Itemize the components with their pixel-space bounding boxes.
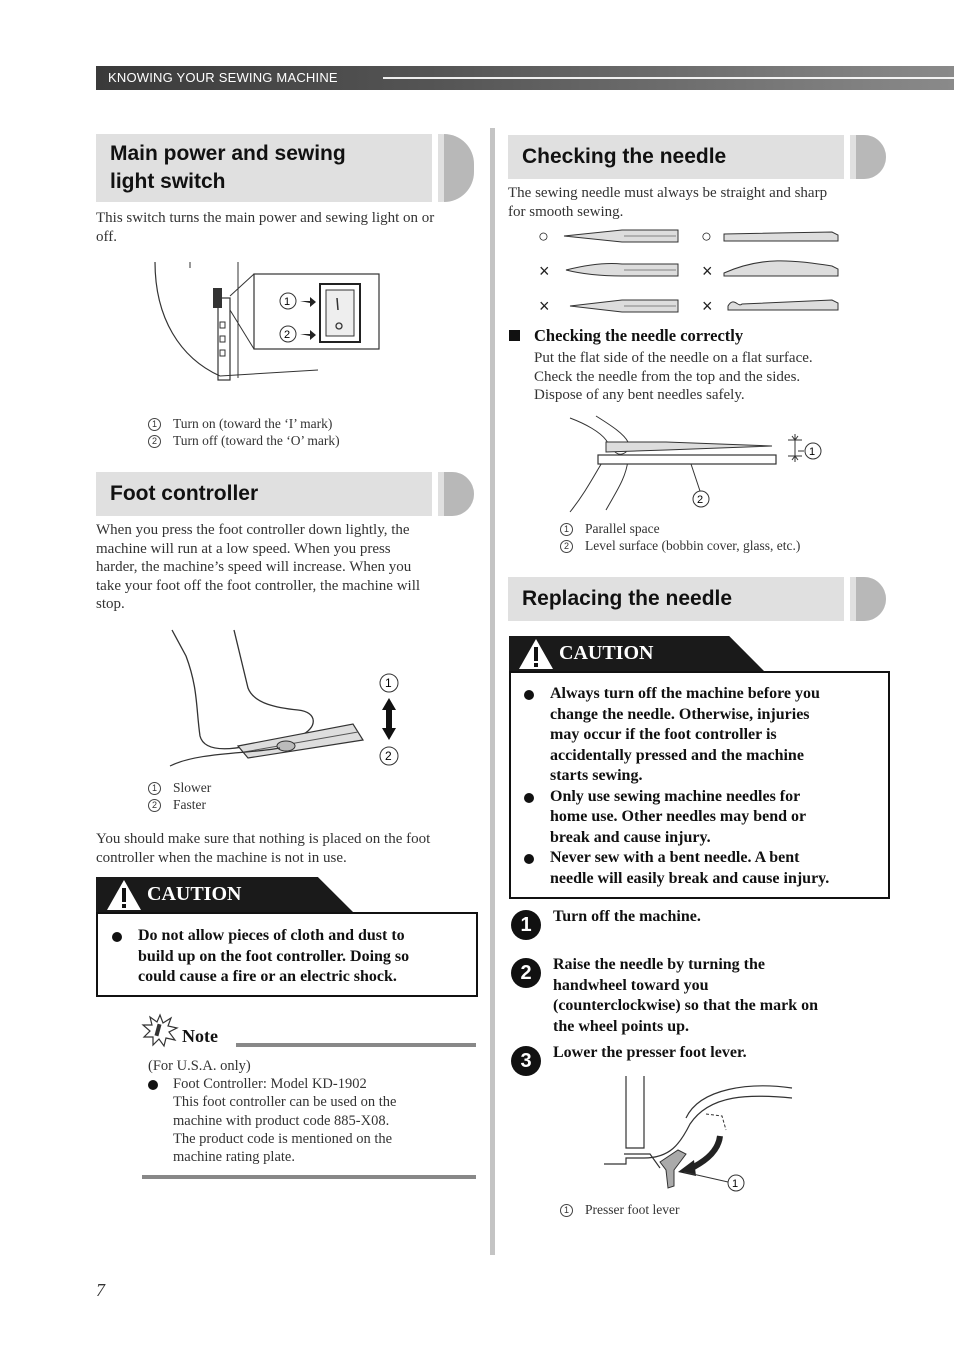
text-line: When you press the foot controller down lightly, the	[96, 522, 410, 538]
legend-text: Slower	[173, 780, 212, 795]
step-text	[553, 907, 883, 928]
callout-number: 1	[148, 418, 161, 431]
text-line: You should make sure that nothing is placed on the foot	[96, 831, 431, 847]
subhead-square-icon	[509, 330, 520, 341]
warning-triangle-icon	[106, 879, 142, 911]
text-line: Foot Controller: Model KD-1902	[173, 1076, 367, 1093]
caution-label: CAUTION	[559, 642, 654, 664]
note-icon	[142, 1014, 178, 1046]
title-line: Main power and sewing	[110, 142, 346, 165]
svg-text:1: 1	[284, 296, 291, 308]
section-title-main-power	[110, 140, 346, 196]
foot-controller-description	[96, 521, 476, 614]
callout-number: 1	[148, 782, 161, 795]
callout-number: 2	[560, 540, 573, 553]
legend-item	[560, 538, 800, 555]
main-power-description	[96, 209, 476, 246]
text-line: Turn off the machine.	[553, 908, 701, 925]
note-bullet-item	[148, 1075, 396, 1166]
note-intro: (For U.S.A. only)	[148, 1058, 251, 1074]
caution-list	[524, 684, 884, 889]
note-bottom-rule	[142, 1175, 476, 1179]
svg-text:2: 2	[697, 494, 704, 506]
note-content	[148, 1057, 396, 1166]
legend-item	[560, 521, 800, 538]
text-line: off.	[96, 228, 117, 245]
text-line: Do not allow pieces of cloth and dust to	[138, 927, 405, 944]
checking-needle-description	[508, 184, 888, 221]
bullet	[148, 1080, 158, 1090]
text-line: Raise the needle by turning the	[553, 956, 765, 973]
text-line: Only use sewing machine needles for	[550, 787, 801, 805]
power-switch-illustration	[150, 258, 385, 378]
step-number: 2	[511, 958, 541, 988]
foot-controller-storage-note	[96, 830, 476, 867]
text-line: Put the flat side of the needle on a flat surface.	[534, 350, 813, 366]
section-title-checking-needle: Checking the needle	[522, 145, 727, 168]
bullet	[524, 854, 534, 864]
text-line: stop.	[96, 596, 125, 612]
text-line: machine rating plate.	[173, 1149, 295, 1166]
svg-text:1: 1	[809, 446, 816, 458]
presser-foot-lever-illustration	[600, 1074, 800, 1194]
note-label: Note	[182, 1026, 218, 1046]
foot-controller-illustration	[168, 628, 403, 768]
text-line: machine with product code 885-X08.	[173, 1112, 390, 1129]
legend-item	[560, 1202, 679, 1219]
bad-mark: ×	[702, 296, 713, 316]
text-line: controller when the machine is not in use.	[96, 849, 347, 866]
svg-text:2: 2	[284, 329, 291, 341]
text-line: harder, the machine’s speed will increase. When you	[96, 559, 412, 575]
main-power-legend	[148, 416, 340, 449]
text-line: home use. Other needles may bend or	[550, 808, 807, 825]
text-line: take your foot off the foot controller, the machine will	[96, 577, 421, 594]
text-line: Always turn off the machine before you	[550, 685, 820, 702]
callout-number: 2	[148, 435, 161, 448]
text-line: needle will easily break and cause injury.	[550, 869, 830, 887]
page-number: 7	[96, 1280, 105, 1300]
caution-item	[524, 787, 884, 849]
text-line: Check the needle from the top and the sides.	[534, 368, 801, 385]
running-header: KNOWING YOUR SEWING MACHINE	[108, 70, 338, 85]
caution-item	[524, 684, 884, 787]
legend-text: Turn off (toward the ‘O’ mark)	[173, 432, 340, 448]
text-line: for smooth sewing.	[508, 203, 624, 220]
warning-triangle-icon	[518, 638, 554, 670]
good-mark: ○	[701, 226, 712, 246]
text-line: This switch turns the main power and sewing light on or	[96, 210, 435, 226]
text-line: the wheel points up.	[553, 1017, 690, 1035]
text-line: machine will run at a low speed. When you press	[96, 540, 391, 557]
note-rule	[236, 1043, 476, 1047]
legend-item	[148, 780, 211, 797]
legend-item	[148, 433, 340, 450]
presser-foot-legend	[560, 1202, 679, 1219]
step-text	[553, 955, 883, 1037]
text-line: change the needle. Otherwise, injuries	[550, 705, 810, 723]
text-line: handwheel toward you	[553, 976, 709, 994]
legend-item	[148, 797, 211, 814]
callout-number: 1	[560, 523, 573, 536]
subhead-checking-needle-correctly: Checking the needle correctly	[534, 326, 744, 345]
checking-needle-legend	[560, 521, 800, 554]
bad-mark: ×	[539, 296, 550, 316]
svg-text:1: 1	[385, 676, 392, 690]
callout-number: 2	[148, 799, 161, 812]
section-title-foot-controller: Foot controller	[110, 482, 259, 505]
bad-mark: ×	[702, 261, 713, 281]
text-line: build up on the foot controller. Doing so	[138, 947, 410, 965]
text-line: could cause a fire or an electric shock.	[138, 968, 397, 985]
bullet	[112, 932, 122, 942]
needle-top-views	[722, 226, 844, 316]
header-rule	[383, 77, 954, 79]
step-number: 3	[511, 1046, 541, 1076]
caution-item	[524, 848, 884, 889]
bad-mark: ×	[539, 261, 550, 281]
legend-text: Presser foot lever	[585, 1202, 680, 1217]
text-line: accidentally pressed and the machine	[550, 746, 804, 764]
column-divider	[490, 128, 495, 1255]
step-text	[553, 1043, 883, 1064]
text-line: (counterclockwise) so that the mark on	[553, 997, 819, 1014]
svg-text:2: 2	[385, 749, 392, 763]
legend-text: Turn on (toward the ‘I’ mark)	[173, 416, 333, 431]
title-line: light switch	[110, 170, 226, 193]
needle-side-views	[562, 226, 682, 316]
bullet	[524, 690, 534, 700]
text-line: Lower the presser foot lever.	[553, 1044, 747, 1061]
step-number: 1	[511, 910, 541, 940]
legend-text: Level surface (bobbin cover, glass, etc.)	[585, 537, 801, 553]
callout-number: 1	[560, 1204, 573, 1217]
section-title-replacing-needle: Replacing the needle	[522, 587, 733, 610]
bullet	[524, 793, 534, 803]
caution-item	[112, 926, 472, 988]
caution-label: CAUTION	[147, 883, 242, 905]
needle-flat-surface-illustration	[566, 412, 826, 517]
text-line: The sewing needle must always be straight and sharp	[508, 185, 828, 201]
good-mark: ○	[538, 226, 549, 246]
text-line: Never sew with a bent needle. A bent	[550, 849, 800, 866]
text-line: The product code is mentioned on the	[173, 1130, 393, 1147]
checking-needle-steps	[534, 349, 884, 405]
text-line: break and cause injury.	[550, 828, 711, 846]
text-line: may occur if the foot controller is	[550, 726, 777, 743]
foot-controller-legend	[148, 780, 211, 813]
text-line: This foot controller can be used on the	[173, 1094, 397, 1111]
legend-text: Parallel space	[585, 521, 660, 536]
text-line: starts sewing.	[550, 767, 643, 784]
svg-text:1: 1	[732, 1178, 739, 1190]
text-line: Dispose of any bent needles safely.	[534, 387, 745, 403]
legend-text: Faster	[173, 796, 206, 812]
legend-item	[148, 416, 340, 433]
